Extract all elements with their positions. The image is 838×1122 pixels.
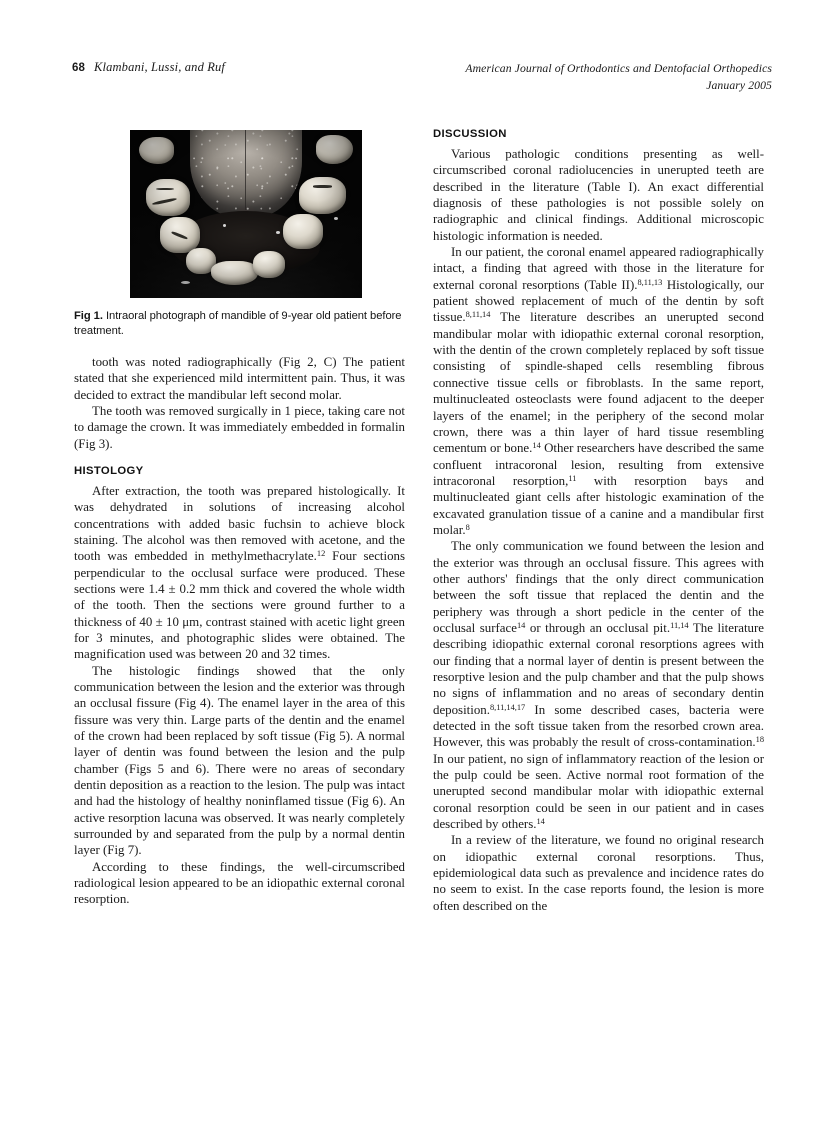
left-paragraph-5-text: According to these findings, the well-circumscribed radiological lesion appeared to be an idiopathic external coronal resorption. [74,859,405,907]
figure-image-wrap [130,130,362,298]
running-head-left [72,60,225,75]
reference-marker-18: 18 [755,735,764,745]
running-head [72,60,772,104]
section-heading-discussion: DISCUSSION [433,128,507,140]
reference-marker-8: 8 [465,523,470,533]
paragraph-histologic-findings [74,663,405,859]
right-paragraph-2a-text: In our patient, the coronal enamel appeared radiographically intact, a finding that agreed with those in the literature for external coronal resorptions (Table II). [433,245,764,292]
right-paragraph-1-text: Various pathologic conditions presenting as well-circumscribed coronal radiolucencies in unerupted teeth are described in the literature (Table I). An exact differential diagnosis of these pathologies is not possible solely on radiographic and clinical findings. Additional microscopic histologic information is needed. [433,147,764,243]
left-paragraph-2-text: The tooth was removed surgically in 1 piece, taking care not to damage the crown. It was immediately embedded in formalin (Fig 3). [74,403,405,451]
reference-marker-8-11-14-17: 8,11,14,17 [489,702,526,712]
paragraph-literature-review [433,832,764,914]
intraoral-photograph [130,130,362,298]
reference-marker-14-a: 14 [532,441,541,451]
left-paragraph-3b-text: Four sections perpendicular to the occlusal surface were produced. These sections were 1.4 ± 0.2 mm thick and covered the whole width of the tooth. Then the sections were ground further to a thickness of 40 ± 10 μm, contrast stained with acetic light green for 3 minutes, and photographic slides were obtained. The magnification used was between 20 and 32 times. [74,549,405,662]
right-column [433,128,764,914]
right-paragraph-3e-text: In our patient, no sign of inflammatory reaction of the lesion or the pulp could be seen. Active normal root formation of the unerupted second mandibular molar with idiopathic external coronal resorption could be seen in our patient and in cases described by others. [433,751,764,832]
left-paragraph-4-text: The histologic findings showed that the only communication between the lesion and the exterior was through an occlusal fissure (Fig 4). The enamel layer in the area of this fissure was very thin. Large parts of the dentin and the enamel of the crown had been replaced by soft tissue (Fig 5). A normal layer of dentin was found between the lesion and the pulp chamber (Figs 5 and 6). There were no areas of secondary dentin deposition as a reaction to the lesion. The pulp was intact and had the histology of healthy noninflamed tissue (Fig 6). An active resorption lacuna was observed. It was nearly completely surrounded by and separated from the pulp by a normal dentin layer (Fig 7). [74,663,405,858]
reference-marker-14-c: 14 [536,817,545,827]
figure-caption-text: Intraoral photograph of mandible of 9-year old patient before treatment. [74,310,402,338]
running-head-right [465,60,772,94]
reference-marker-12: 12 [316,549,326,559]
right-paragraph-3b-text: or through an occlusal pit. [525,620,671,635]
right-paragraph-3a-text: The only communication we found between the lesion and the exterior was through an occlusal fissure. This agrees with other authors' findings that the only direct communication between the soft tissue that replaced the dentin and the periphery was through a short pedicle in the center of the occlusal surface [433,539,764,635]
running-head-authors: Klambani, Lussi, and Ruf [94,60,226,74]
left-column [74,128,405,908]
section-heading-histology: HISTOLOGY [74,464,144,477]
paragraph-continuation [74,354,405,403]
right-paragraph-2c-text: The literature describes an unerupted second mandibular molar with idiopathic external coronal resorption, with the dentin of the crown completely replaced by soft tissue consisting of spindle-shaped cells resembling fibrous connective tissue cells or fibroblasts. In the same report, multinucleated osteoclasts were found adjacent to the deeper layers of the enamel; in the periphery of the second molar crown, there was a thin layer of hard tissue resembling cementum or bone. [433,310,764,456]
right-paragraph-4-text: In a review of the literature, we found no original research on idiopathic external coronal resorptions. Thus, epidemiological data such as prevalence and incidence rates do no seem to exist. In the case reports found, the lesion is more often described on the [433,833,764,913]
page-number: 68 [72,62,85,74]
figure-label: Fig 1. [74,310,103,322]
right-paragraph-2e-text: with resorption bays and multinucleated giant cells after histologic examination of the excavated granulation tissue of a canine and a mandibular first molar. [433,473,764,537]
journal-title: American Journal of Orthodontics and Dentofacial Orthopedics [465,62,772,75]
reference-marker-8-11-14: 8,11,14 [465,310,491,320]
paragraph-pathologic-conditions [433,146,764,244]
reference-marker-11-14: 11,14 [670,621,689,631]
paragraph-conclusion-findings [74,859,405,908]
paragraph-our-patient [433,244,764,538]
right-paragraph-3d-text: In some described cases, bacteria were detected in the soft tissue taken from the resorbed crown area. However, this was probably the result of cross-contamination. [433,702,764,750]
paragraph-histology-method [74,483,405,663]
reference-marker-14-b: 14 [516,621,526,631]
right-paragraph-2b-text: Histologically, our patient showed replacement of much of the dentin by soft tissue. [433,277,764,325]
left-paragraph-3a-text: After extraction, the tooth was prepared histologically. It was dehydrated in solutions of increasing alcohol concentrations with added basic fuchsin to achieve block staining. The alcohol was then removed with acetone, and the tooth was embedded in methylmethacrylate. [74,483,405,564]
figure-1-caption [74,309,405,340]
paragraph-tooth-removal [74,403,405,452]
right-paragraph-3c-text: The literature describing idiopathic external coronal resorptions agrees with our finding that a normal layer of dentin is present between the resorptive lesion and the pulp chamber and that the pulp shows no signs of inflammation and no areas of secondary dentin deposition. [433,620,765,717]
reference-marker-11: 11 [568,474,577,484]
photo-vignette [130,130,362,298]
right-paragraph-2d-text: Other researchers have described the same confluent intracoronal lesion, resulting from extensive intracoronal resorption, [433,441,765,488]
issue-date: January 2005 [706,79,772,92]
reference-marker-8-11-13: 8,11,13 [637,277,663,287]
left-paragraph-1-text: tooth was noted radiographically (Fig 2, C) The patient stated that she experienced mild intermittent pain. Thus, it was decided to extract the mandibular left second molar. [74,354,405,402]
figure-1 [74,130,405,340]
paragraph-communication [433,538,764,832]
